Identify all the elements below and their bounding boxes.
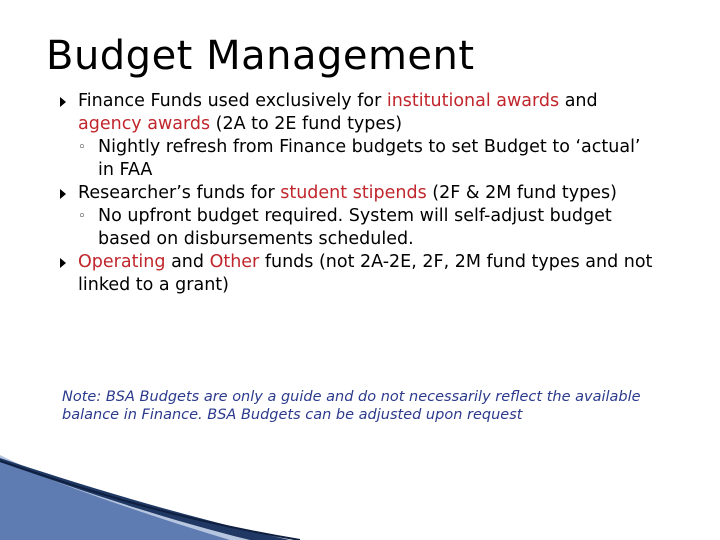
bullet-text: (2F & 2M fund types) (426, 183, 617, 203)
triangle-right-icon (60, 189, 66, 199)
sub-bullet-text: Nightly refresh from Finance budgets to set Budget to ‘actual’ in FAA (98, 137, 641, 180)
bullet-text: (2A to 2E fund types) (210, 114, 403, 134)
sub-bullet-item-nightly-refresh (60, 136, 660, 182)
note-text: Note: BSA Budgets are only a guide and do not necessarily reflect the available balance in Finance. BSA Budgets can be adjusted upon request (62, 389, 641, 423)
footer-swoosh-decoration (0, 440, 720, 540)
highlight-text: student stipends (280, 183, 427, 203)
circle-outline-icon: ◦ (78, 140, 86, 155)
bullet-text: funds (not 2A-2E, 2F, 2M fund types and not linked to a grant) (78, 252, 653, 295)
highlight-text: institutional awards (386, 91, 560, 111)
bullet-item-researcher-funds (60, 182, 660, 205)
highlight-text: agency awards (78, 114, 211, 134)
triangle-right-icon (60, 97, 66, 107)
bullet-text: and (559, 91, 598, 111)
triangle-right-icon (60, 258, 66, 268)
bullet-list (60, 90, 660, 297)
highlight-text: Operating (78, 252, 166, 272)
sub-bullet-text: No upfront budget required. System will self-adjust budget based on disbursements scheduled. (98, 206, 612, 249)
bullet-text: Finance Funds used exclusively for (78, 91, 387, 111)
slide-title: Budget Management (46, 33, 475, 79)
sub-bullet-item-no-upfront-budget (60, 205, 660, 251)
bullet-text: Researcher’s funds for (78, 183, 281, 203)
circle-outline-icon: ◦ (78, 209, 86, 224)
bullet-text: and (165, 252, 210, 272)
bullet-item-finance-funds (60, 90, 660, 136)
bullet-item-operating-other (60, 251, 660, 297)
highlight-text: Other (209, 252, 260, 272)
